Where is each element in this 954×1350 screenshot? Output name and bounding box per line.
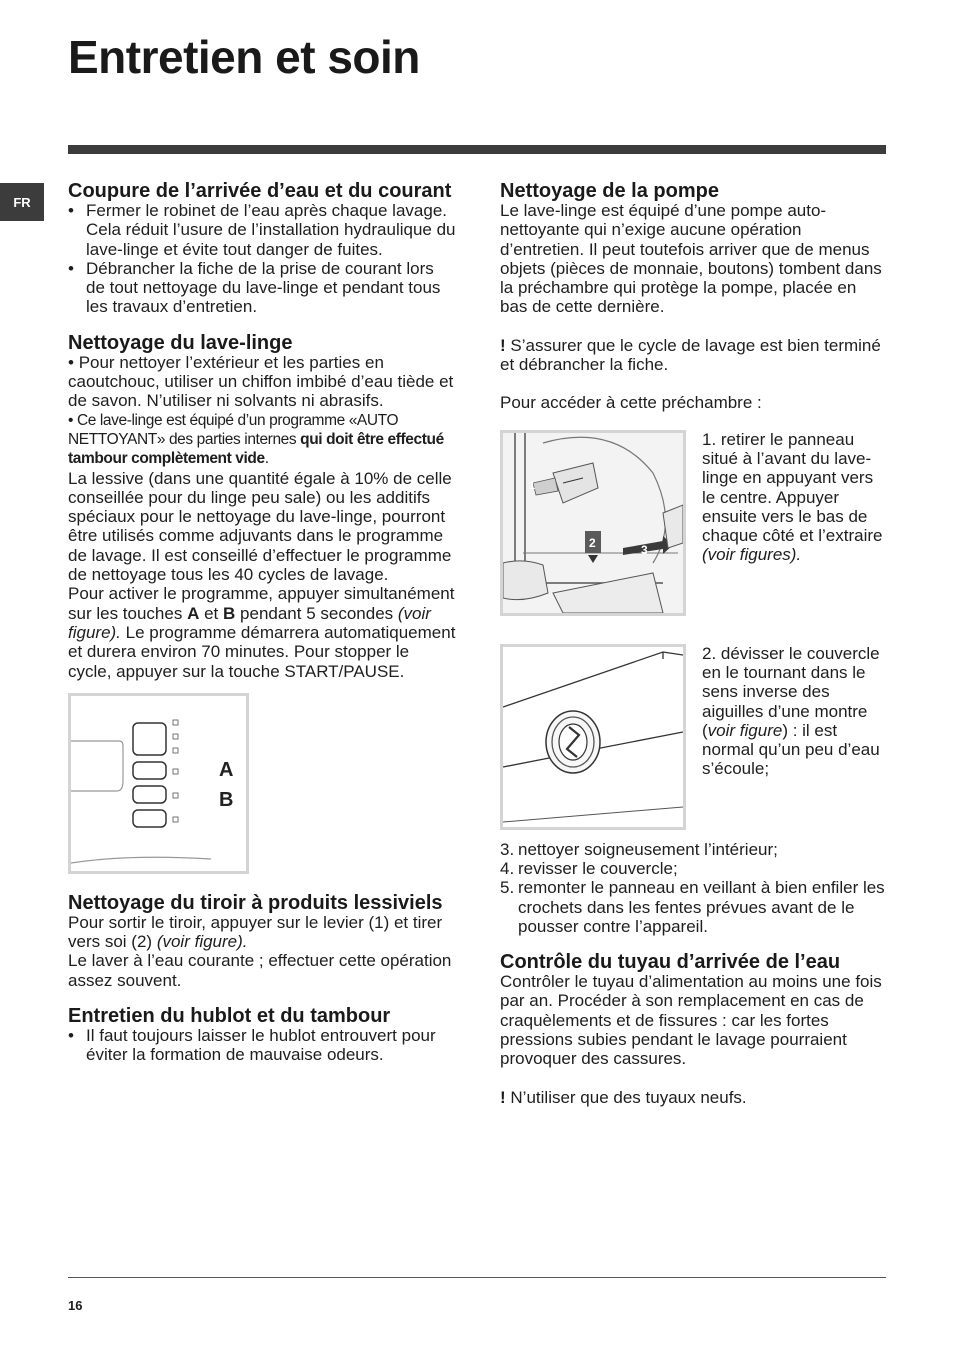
footer-rule — [68, 1277, 886, 1278]
paragraph: Contrôler le tuyau d’alimentation au moins une fois par an. Procéder à son remplacement en cas de craquèlements et de fissures : car les fortes pressions subies pendant le lavage pourraient provoquer des cassures. — [500, 972, 882, 1069]
header-rule — [68, 145, 886, 154]
section-heading: Nettoyage du lave-linge — [68, 331, 293, 354]
section-heading: Coupure de l’arrivée d’eau et du courant — [68, 180, 452, 202]
section-pump-cleaning — [500, 182, 888, 936]
step-1-text: 1. retirer le panneau situé à l’avant du lave-linge en appuyant vers le centre. Appuyer ensuite vers le bas de chaque côté et l’extraire (voir figures). — [702, 429, 883, 565]
list-item: 5. remonter le panneau en veillant à bien enfiler les crochets dans les fentes prévues avant de le pousser contre l’appareil. — [500, 878, 885, 936]
paragraph: Le lave-linge est équipé d’une pompe auto-nettoyante qui n’exige aucune opération d’entretien. Il peut toutefois arriver que de menus objets (pièces de monnaie, boutons) tombent dans la préchambre qui protège la pompe, placée en bas de cette dernière. — [500, 201, 882, 317]
list-item: • Fermer le robinet de l’eau après chaque lavage. Cela réduit l’usure de l’installation hydraulique du lave-linge et évite tout danger de fuites. — [68, 201, 456, 259]
bullet-list — [68, 1026, 456, 1065]
page-number: 16 — [68, 1298, 83, 1313]
warning: ! N’utiliser que des tuyaux neufs. — [500, 1087, 747, 1107]
pump-cover-illustration — [503, 647, 683, 827]
paragraph: Le laver à l’eau courante ; effectuer cette opération assez souvent. — [68, 951, 452, 990]
list-item: • Ce lave-linge est équipé d’un programme «AUTO NETTOYANT» des parties internes qui doit être effectué tambour complètement vide. — [68, 411, 456, 469]
step-1-row — [500, 430, 888, 616]
section-heading: Contrôle du tuyau d’arrivée de l’eau — [500, 951, 841, 974]
list-item: • Débrancher la fiche de la prise de courant lors de tout nettoyage du lave-linge et pendant tous les travaux d’entretien. — [68, 259, 456, 317]
paragraph: Pour sortir le tiroir, appuyer sur le levier (1) et tirer vers soi (2) (voir figure). — [68, 912, 443, 952]
section-water-power-cutoff — [68, 182, 456, 317]
left-column — [68, 182, 456, 1065]
paragraph: La lessive (dans une quantité égale à 10% de celle conseillée pour du linge peu sale) ou les additifs spéciaux pour le nettoyage du lave-linge, pourront être utilisés comme adjuvants dans le programme de lavage. Il est conseillé d’effectuer le programme de nettoyage tous les 40 cycles de lavage. — [68, 468, 452, 585]
pump-cover-figure — [500, 644, 686, 830]
list-item: • Pour nettoyer l’extérieur et les parties en caoutchouc, utiliser un chiffon imbibé d’eau tiède et de savon. N’utiliser ni solvants ni abrasifs. — [68, 353, 456, 411]
bullet-list — [68, 201, 456, 317]
paragraph: Pour activer le programme, appuyer simultanément sur les touches A et B pendant 5 secondes (voir figure). Le programme démarrera automatiquement et durera environ 70 minutes. Pour stopper le cycle, appuyer sur la touche START/PAUSE. — [68, 584, 456, 681]
list-item: • Il faut toujours laisser le hublot entrouvert pour éviter la formation de mauvaise odeurs. — [68, 1026, 456, 1065]
step-marker-1: 1 — [529, 479, 536, 492]
section-heading: Nettoyage du tiroir à produits lessiviels — [68, 891, 443, 914]
section-heading: Entretien du hublot et du tambour — [68, 1005, 391, 1028]
section-hose-check — [500, 953, 888, 1107]
section-door-drum — [68, 1007, 456, 1065]
section-drawer-cleaning — [68, 891, 456, 990]
panel-removal-illustration — [503, 433, 683, 613]
list-item: 4. revisser le couvercle; — [500, 858, 678, 878]
steps-list — [500, 840, 888, 936]
control-panel-illustration — [71, 696, 246, 871]
step-marker-3: 3 — [641, 542, 648, 557]
section-heading: Nettoyage de la pompe — [500, 180, 719, 202]
section-washer-cleaning — [68, 331, 456, 874]
control-panel-figure — [68, 693, 249, 874]
panel-removal-figure — [500, 430, 686, 616]
language-tab: FR — [0, 183, 44, 221]
page-title: Entretien et soin — [68, 31, 420, 83]
button-label-a: A — [219, 758, 234, 781]
paragraph: Pour accéder à cette préchambre : — [500, 393, 762, 413]
right-column — [500, 182, 888, 1107]
warning: ! S’assurer que le cycle de lavage est bien terminé et débrancher la fiche. — [500, 335, 881, 375]
list-item: 3. nettoyer soigneusement l’intérieur; — [500, 839, 778, 859]
step-2-row — [500, 644, 888, 830]
step-marker-2: 2 — [589, 535, 596, 550]
step-2-text: 2. dévisser le couvercle en le tournant dans le sens inverse des aiguilles d’une montre (voir figure) : il est normal qu’un peu d’eau s’écoule; — [702, 643, 880, 779]
button-label-b: B — [219, 788, 234, 811]
